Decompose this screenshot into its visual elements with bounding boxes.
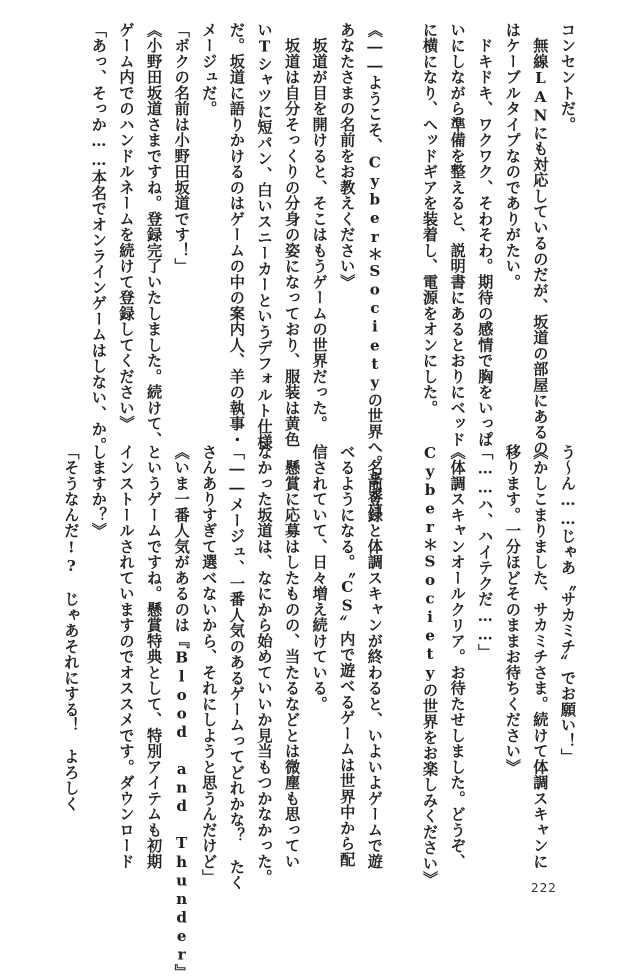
text-line: 懸賞に応募はしたものの、当たるなどとは微塵も思ってい bbox=[283, 444, 302, 870]
text-line: べるようになる。〝CS〟内で遊べるゲームは世界中から配 bbox=[338, 444, 357, 868]
text-line: インストールされていますのでオススメです。ダウンロード bbox=[117, 444, 136, 870]
text-line: いにしながら準備を整えると、説明書にあるとおりにベッド bbox=[448, 22, 467, 448]
text-line: 「あっ、そっか……本名でオンラインゲームはしない、か。 bbox=[89, 22, 108, 453]
text-line: 「そうなんだ!? じゃあそれにする！ よろしく bbox=[62, 444, 81, 812]
text-line: いTシャツに短パン、白いスニーカーというデフォルト仕様 bbox=[255, 22, 274, 451]
text-line bbox=[388, 444, 416, 884]
text-line: 移ります。一分ほどそのままお待ちください》 bbox=[503, 444, 522, 775]
text-line: 「ボクの名前は小野田坂道です！」 bbox=[172, 22, 191, 274]
text-line: 「……ハ、ハイテクだ……」 bbox=[476, 444, 495, 660]
text-line: Cyber＊Societyの世界をお楽しみください》 bbox=[421, 444, 440, 888]
text-line: というゲームですね。懸賞特典として、特別アイテムも初期 bbox=[145, 444, 164, 870]
text-line: 名前登録と体調スキャンが終わると、いよいよゲームで遊 bbox=[365, 444, 384, 870]
text-line: コンセントだ。 bbox=[559, 22, 577, 133]
text-line: 「――メージュ、一番人気のあるゲームってどれかな？ たく bbox=[227, 444, 246, 891]
text-line: ドキドキ、ワクワク、そわそわ。期待の感情で胸をいっぱ bbox=[476, 22, 495, 448]
text-line: 《――ようこそ、Cyber＊Societyの世界へ。まずは bbox=[365, 22, 384, 518]
text-line: しますか？》 bbox=[89, 444, 108, 539]
text-line: う～ん……じゃあ〝サカミチ〟でお願い！」 bbox=[559, 444, 577, 765]
text-line: 《小野田坂道さまですね。登録完了いたしました。続けて、 bbox=[145, 22, 164, 448]
text-line: に横になり、ヘッドギアを装着し、電源をオンにした。 bbox=[421, 22, 440, 416]
text-line: 《かしこまりました、サカミチさま。続けて体調スキャンに bbox=[531, 444, 550, 870]
page-number: 222 bbox=[531, 881, 557, 895]
text-line: メージュだ。 bbox=[200, 22, 219, 117]
text-line: 《体調スキャンオールクリア。お待たせしました。どうぞ、 bbox=[448, 444, 467, 870]
text-line: 信されていて、日々増え続けている。 bbox=[310, 444, 329, 712]
text-line: ゲーム内でのハンドルネームを続けて登録してください》 bbox=[117, 22, 136, 432]
text-line: だ。坂道に語りかけるのはゲームの中の案内人、羊の執事・ bbox=[227, 22, 246, 448]
text-line: 坂道は自分そっくりの分身の姿になっており、服装は黄色 bbox=[283, 22, 302, 448]
text-line: 坂道が目を開けると、そこはもうゲームの世界だった。 bbox=[310, 22, 329, 432]
text-line bbox=[388, 22, 416, 432]
text-line: なかった坂道は、なにから始めていいか見当もつかなかった。 bbox=[255, 444, 274, 885]
text-line: さんありすぎて選べないから、それにしようと思うんだけど」 bbox=[200, 444, 219, 885]
text-line: あなたさまの名前をお教えください》 bbox=[338, 22, 357, 290]
text-line: はケーブルタイプなのでありがたい。 bbox=[503, 22, 522, 290]
text-line: 《いま一番人気があるのは『Blood and Thunder』 bbox=[172, 444, 191, 980]
text-line: 無線LANにも対応しているのだが、坂道の部屋にあるの bbox=[531, 22, 550, 456]
